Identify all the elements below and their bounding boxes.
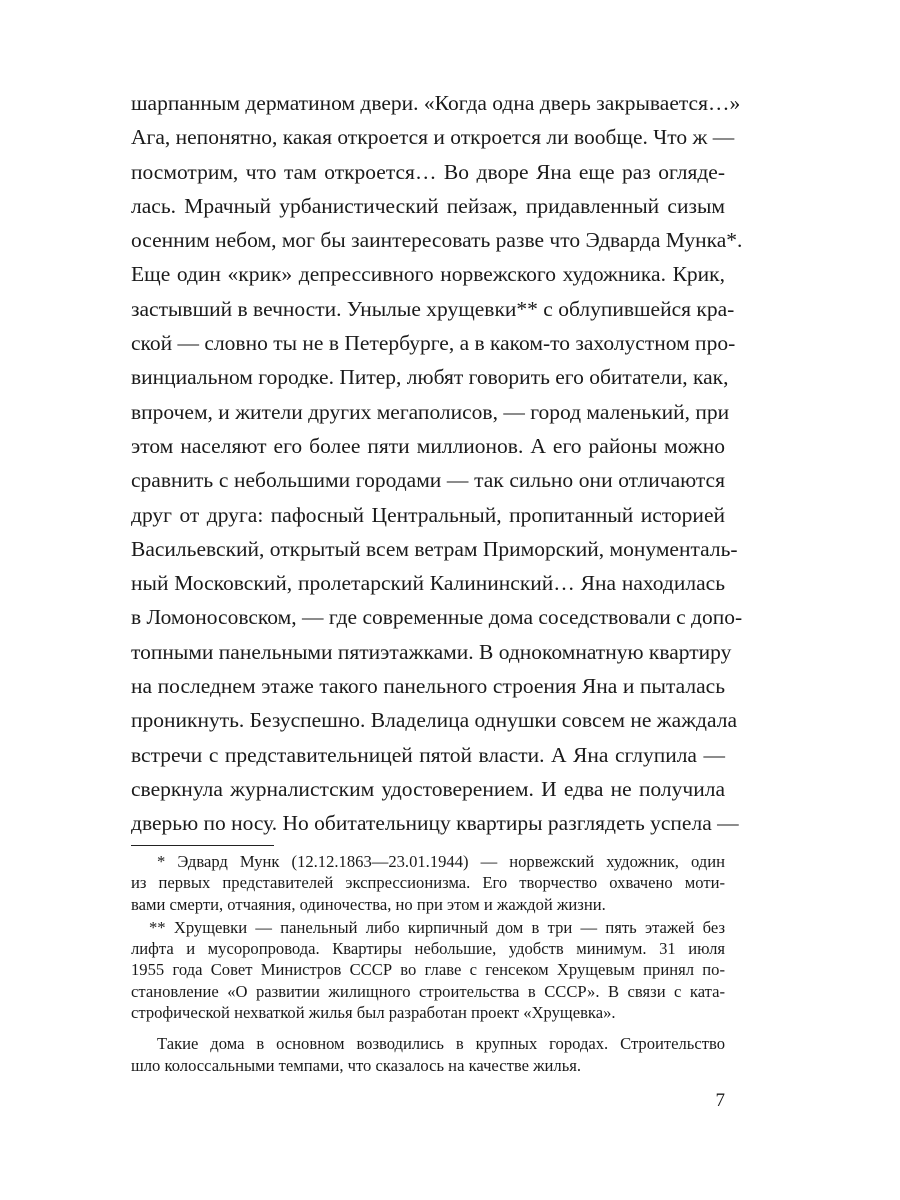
text-line: Еще один «крик» депрессивного норвежского художника. Крик, (131, 262, 725, 287)
footnote-divider (131, 845, 274, 846)
footnote-line: 1955 года Совет Министров СССР во главе с генсеком Хрущевым принял по- (131, 960, 725, 980)
text-line: топными панельными пятиэтажками. В однокомнатную квартиру (131, 639, 732, 664)
footnote-line: * Эдвард Мунк (12.12.1863—23.01.1944) — норвежский художник, один (157, 852, 725, 871)
text-line: посмотрим, что там откроется… Во дворе Яна еще раз огляде- (131, 159, 725, 184)
footnote-line: становление «О развитии жилищного строительства в СССР». В связи с ката- (131, 981, 725, 1001)
footnote-line: Такие дома в основном возводились в крупных городах. Строительство (157, 1034, 725, 1054)
footnote-line: шло колоссальными темпами, что сказалось на качестве жилья. (131, 1055, 582, 1075)
footnote-line: из первых представителей экспрессионизма. Его творчество охвачено моти- (131, 873, 725, 893)
footnote-line: лифта и мусоропровода. Квартиры небольшие, удобств минимум. 31 июля (131, 939, 725, 959)
footnote-line: ** Хрущевки — панельный либо кирпичный дом в три — пять этажей без (149, 917, 725, 937)
text-line: Ага, непонятно, какая откроется и откроется ли вообще. Что ж — (131, 125, 735, 150)
footnote-continuation (131, 1033, 725, 1076)
text-line: лась. Мрачный урбанистический пейзаж, придавленный сизым (131, 193, 725, 218)
page-number: 7 (715, 1090, 725, 1111)
text-line: сравнить с небольшими городами — так сильно они отличаются (131, 468, 725, 493)
text-line: винциальном городке. Питер, любят говорить его обитатели, как, (131, 365, 729, 390)
text-line: сверкнула журналистским удостоверением. И едва не получила (131, 776, 725, 801)
text-line: ской — словно ты не в Петербурге, а в каком-то захолустном про- (131, 331, 736, 356)
footnote-line: вами смерти, отчаяния, одиночества, но при этом и жаждой жизни. (131, 894, 606, 914)
text-line: застывший в вечности. Унылые хрущевки** с облупившейся кра- (131, 296, 735, 321)
text-line: осенним небом, мог бы заинтересовать разве что Эдварда Мунка*. (131, 228, 743, 253)
text-line: ный Московский, пролетарский Калининский… Яна находилась (131, 571, 725, 596)
text-line: шарпанным дерматином двери. «Когда одна дверь закрывается…» (131, 91, 741, 115)
text-line: друг от друга: пафосный Центральный, пропитанный историей (131, 502, 725, 527)
text-line: этом населяют его более пяти миллионов. А его районы можно (131, 433, 725, 458)
footnote-line: строфической нехваткой жилья был разработан проект «Хрущевка». (131, 1003, 616, 1023)
footnote-khrushchevka (131, 917, 725, 1023)
main-text-block (131, 86, 743, 841)
footnote-munch (131, 851, 725, 915)
text-line: на последнем этаже такого панельного строения Яна и пыталась (131, 674, 725, 699)
text-line: Васильевский, открытый всем ветрам Приморский, монументаль- (131, 536, 738, 561)
text-line: дверью по носу. Но обитательницу квартиры разглядеть успела — (131, 811, 739, 836)
text-line: впрочем, и жители других мегаполисов, — город маленький, при (131, 399, 730, 424)
text-line: в Ломоносовском, — где современные дома соседствовали с допо- (131, 605, 743, 630)
text-line: проникнуть. Безуспешно. Владелица однушки совсем не жаждала (131, 708, 737, 733)
text-line: встречи с представительницей пятой власти. А Яна сглупила — (131, 742, 725, 767)
footnotes-block (131, 851, 725, 1076)
